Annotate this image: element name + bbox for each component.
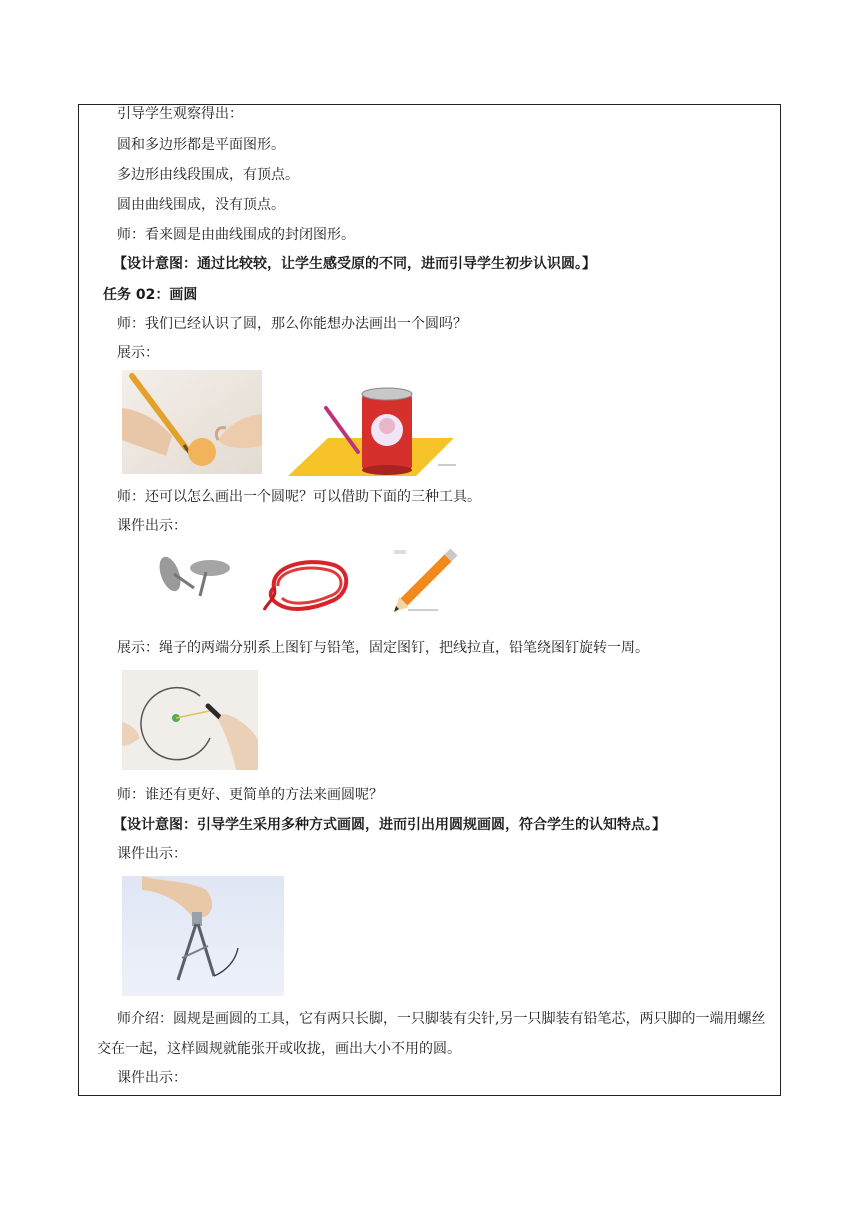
text-line: 师：我们已经认识了圆，那么你能想办法画出一个圆吗？ [117, 316, 467, 332]
text-line: 课件出示： [117, 1070, 187, 1086]
text-line: 展示： [117, 345, 159, 361]
text-line: 圆和多边形都是平面图形。 [117, 137, 285, 153]
text-line: 展示：绳子的两端分别系上图钉与铅笔，固定图钉，把线拉直，铅笔绕图钉旋转一周。 [117, 640, 649, 656]
compass-drawing-photo [122, 876, 284, 996]
task-heading: 任务 02：画圆 [103, 287, 198, 303]
text-line: 圆由曲线围成，没有顶点。 [117, 197, 285, 213]
compass-introduction-paragraph: 师介绍：圆规是画圆的工具，它有两只长脚，一只脚装有尖针,另一只脚装有铅笔芯，两只脚的一端用螺丝交在一起，这样圆规就能张开或收拢，画出大小不用的圆。 [97, 1011, 766, 1057]
text-line: 引导学生观察得出： [117, 106, 243, 122]
text-line: 师：还可以怎么画出一个圆呢？可以借助下面的三种工具。 [117, 489, 481, 505]
text-line: 多边形由线段围成，有顶点。 [117, 167, 299, 183]
string-drawing-circle-photo [122, 670, 258, 770]
red-string-icon [260, 552, 356, 616]
text-line: 课件出示： [117, 518, 187, 534]
design-intent-note: 【设计意图：通过比较较，让学生感受原的不同，进而引导学生初步认识圆。】 [113, 256, 596, 272]
text-line: 课件出示： [117, 846, 187, 862]
pencil-icon [390, 548, 460, 614]
pushpin-icon [148, 552, 234, 602]
hand-tracing-coin-photo [122, 370, 262, 474]
design-intent-note: 【设计意图：引导学生采用多种方式画圆，进而引出用圆规画圆，符合学生的认知特点。】 [113, 817, 666, 833]
can-on-paper-illustration [286, 386, 458, 478]
text-line: 师：看来圆是由曲线围成的封闭图形。 [117, 227, 355, 243]
text-line: 师：谁还有更好、更简单的方法来画圆呢？ [117, 787, 383, 803]
